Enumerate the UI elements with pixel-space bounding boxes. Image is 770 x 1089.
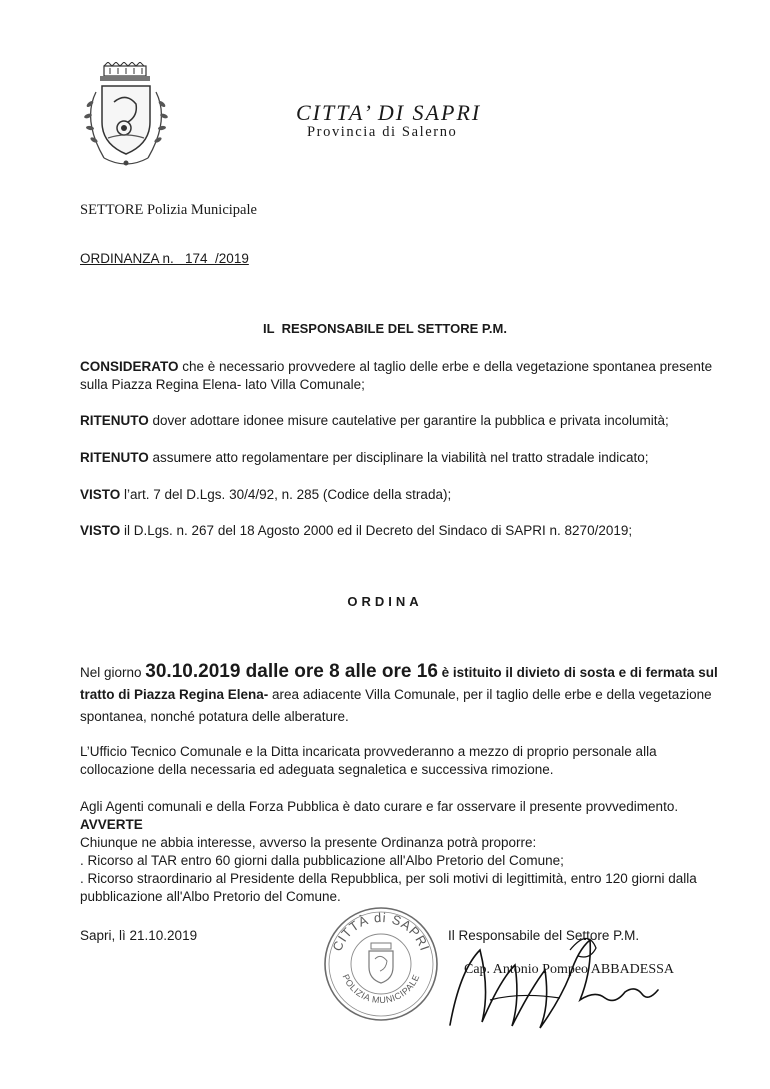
city-crest-icon — [78, 62, 174, 174]
agenti-paragraph: Agli Agenti comunali e della Forza Pubblica è dato curare e far osservare il presente provvedimento. — [80, 799, 679, 814]
avverte-heading: AVVERTE — [80, 817, 143, 832]
decree-paragraph — [80, 661, 720, 728]
considerato-keyword: CONSIDERATO — [80, 359, 179, 374]
ufficio-paragraph: L’Ufficio Tecnico Comunale e la Ditta incaricata provvederanno a mezzo di proprio personale alla collocazione della necessaria ed adeguata segnaletica e successiva rimozione. — [80, 744, 657, 777]
decree-date-time: 30.10.2019 dalle ore 8 alle ore 16 — [145, 661, 438, 682]
ritenuto-paragraph-2 — [80, 449, 730, 467]
stamp-bottom-text: POLIZIA MUNICIPALE — [340, 972, 422, 1006]
ricorso-presidente: . Ricorso straordinario al Presidente della Repubblica, per soli motivi di legittimità, entro 120 giorni dalla pubblicazione all'Albo Pretorio del Comune. — [80, 871, 697, 904]
ritenuto-text-2: assumere atto regolamentare per disciplinare la viabilità nel tratto stradale indicato; — [148, 450, 649, 465]
decree-rest-text: area adiacente Villa Comunale, per il taglio delle erbe e della vegetazione spontanea, nonché potatura delle alberature. — [80, 687, 712, 724]
signer-name: Cap. Antonio Pompeo ABBADESSA — [464, 962, 675, 977]
stamp-top-text: CITTÀ di SAPRI — [329, 909, 433, 954]
decree-bold-text: è istituito il divieto di sosta e di fermata sul tratto di Piazza Regina Elena- — [80, 665, 718, 702]
ricorso-tar: . Ricorso al TAR entro 60 giorni dalla pubblicazione all'Albo Pretorio del Comune; — [80, 853, 564, 868]
decree-prefix: Nel giorno — [80, 665, 146, 680]
considerato-paragraph — [80, 358, 730, 394]
visto-paragraph-2 — [80, 522, 730, 540]
settore-label: SETTORE Polizia Municipale — [80, 202, 257, 218]
ordina-heading: ORDINA — [347, 594, 423, 609]
considerato-text: che è necessario provvedere al taglio delle erbe e della vegetazione spontanea presente sulla Piazza Regina Elena- lato Villa Comunale; — [80, 359, 713, 392]
city-title: CITTA’ DI SAPRI — [296, 100, 482, 125]
visto-keyword-1: VISTO — [80, 487, 121, 502]
visto-keyword-2: VISTO — [80, 523, 121, 538]
ritenuto-keyword-1: RITENUTO — [80, 413, 149, 428]
ritenuto-keyword-2: RITENUTO — [80, 450, 149, 465]
ordinanza-number: ORDINANZA n. 174 /2019 — [80, 251, 249, 266]
visto-paragraph-1 — [80, 486, 730, 504]
document-date: Sapri, lì 21.10.2019 — [80, 928, 198, 943]
handwritten-signature-icon — [420, 930, 670, 1040]
document-heading: IL RESPONSABILE DEL SETTORE P.M. — [263, 321, 507, 336]
ritenuto-text-1: dover adottare idonee misure cautelative per garantire la pubblica e privata incolumità; — [148, 413, 669, 428]
svg-text:POLIZIA MUNICIPALE — [341, 973, 422, 1005]
svg-text:CITTÀ di SAPRI — [329, 910, 432, 954]
ritenuto-paragraph-1 — [80, 412, 730, 430]
chiunque-paragraph: Chiunque ne abbia interesse, avverso la presente Ordinanza potrà proporre: — [80, 835, 537, 850]
province-subtitle: Provincia di Salerno — [307, 124, 458, 140]
visto-text-1: l’art. 7 del D.Lgs. 30/4/92, n. 285 (Codice della strada); — [120, 487, 452, 502]
signer-role: Il Responsabile del Settore P.M. — [448, 928, 640, 943]
visto-text-2: il D.Lgs. n. 267 del 18 Agosto 2000 ed il Decreto del Sindaco di SAPRI n. 8270/2019; — [120, 523, 633, 538]
